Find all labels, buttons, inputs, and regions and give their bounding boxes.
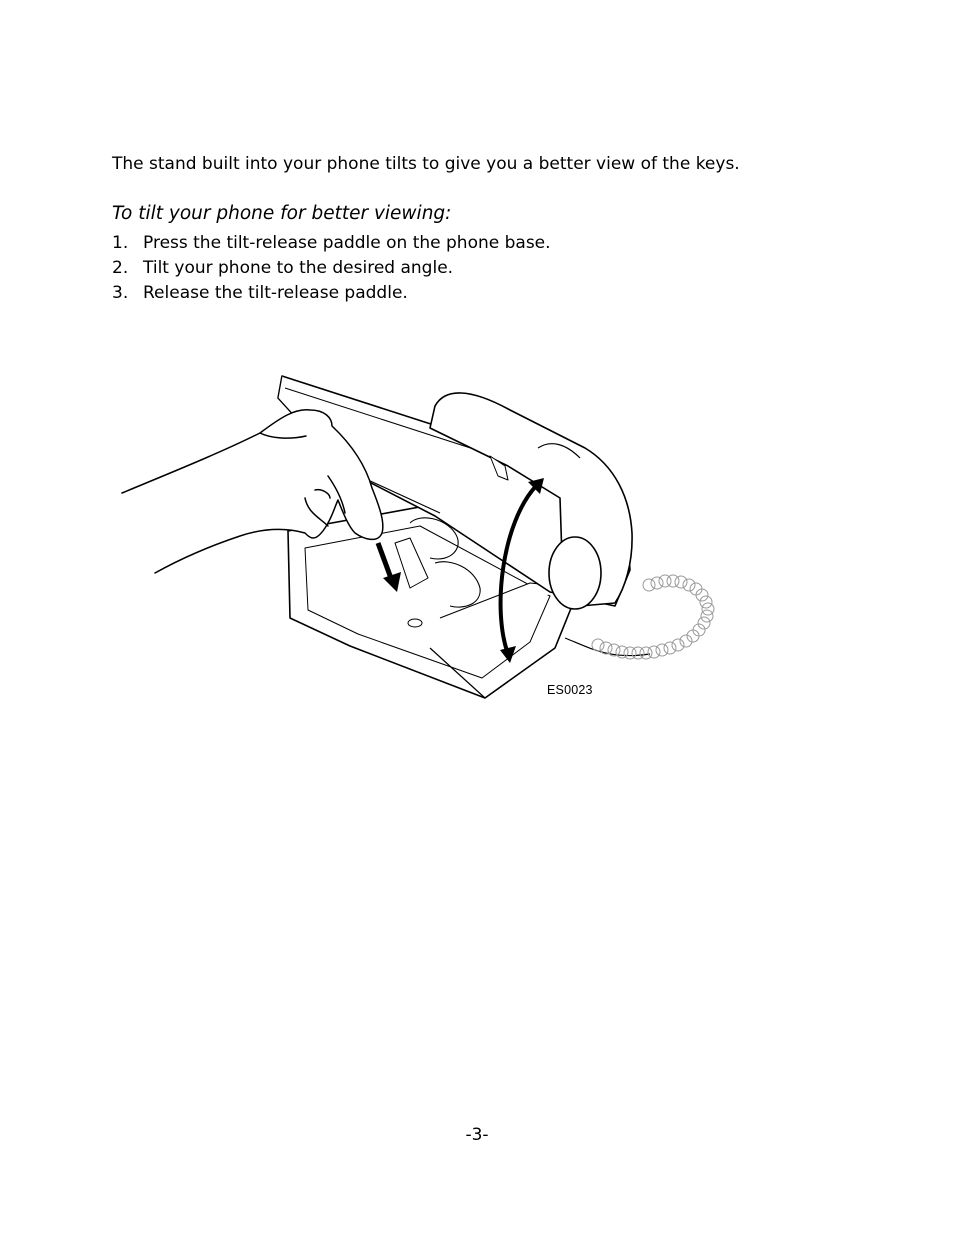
list-item bbox=[112, 282, 551, 307]
step-number: 3. bbox=[112, 283, 129, 303]
intro-text: The stand built into your phone tilts to give you a better view of the keys. bbox=[112, 154, 740, 174]
list-item bbox=[112, 232, 551, 257]
page-number: -3- bbox=[465, 1125, 489, 1145]
figure-label: ES0023 bbox=[547, 683, 593, 697]
step-text: Release the tilt-release paddle. bbox=[143, 283, 408, 303]
phone-illustration bbox=[110, 348, 730, 708]
step-text: Tilt your phone to the desired angle. bbox=[143, 258, 454, 278]
step-number: 1. bbox=[112, 233, 129, 253]
phone-tilt-figure bbox=[110, 348, 730, 708]
step-text: Press the tilt-release paddle on the phone base. bbox=[143, 233, 551, 253]
step-list bbox=[112, 232, 551, 307]
step-number: 2. bbox=[112, 258, 129, 278]
list-item bbox=[112, 257, 551, 282]
procedure-heading: To tilt your phone for better viewing: bbox=[112, 203, 452, 224]
